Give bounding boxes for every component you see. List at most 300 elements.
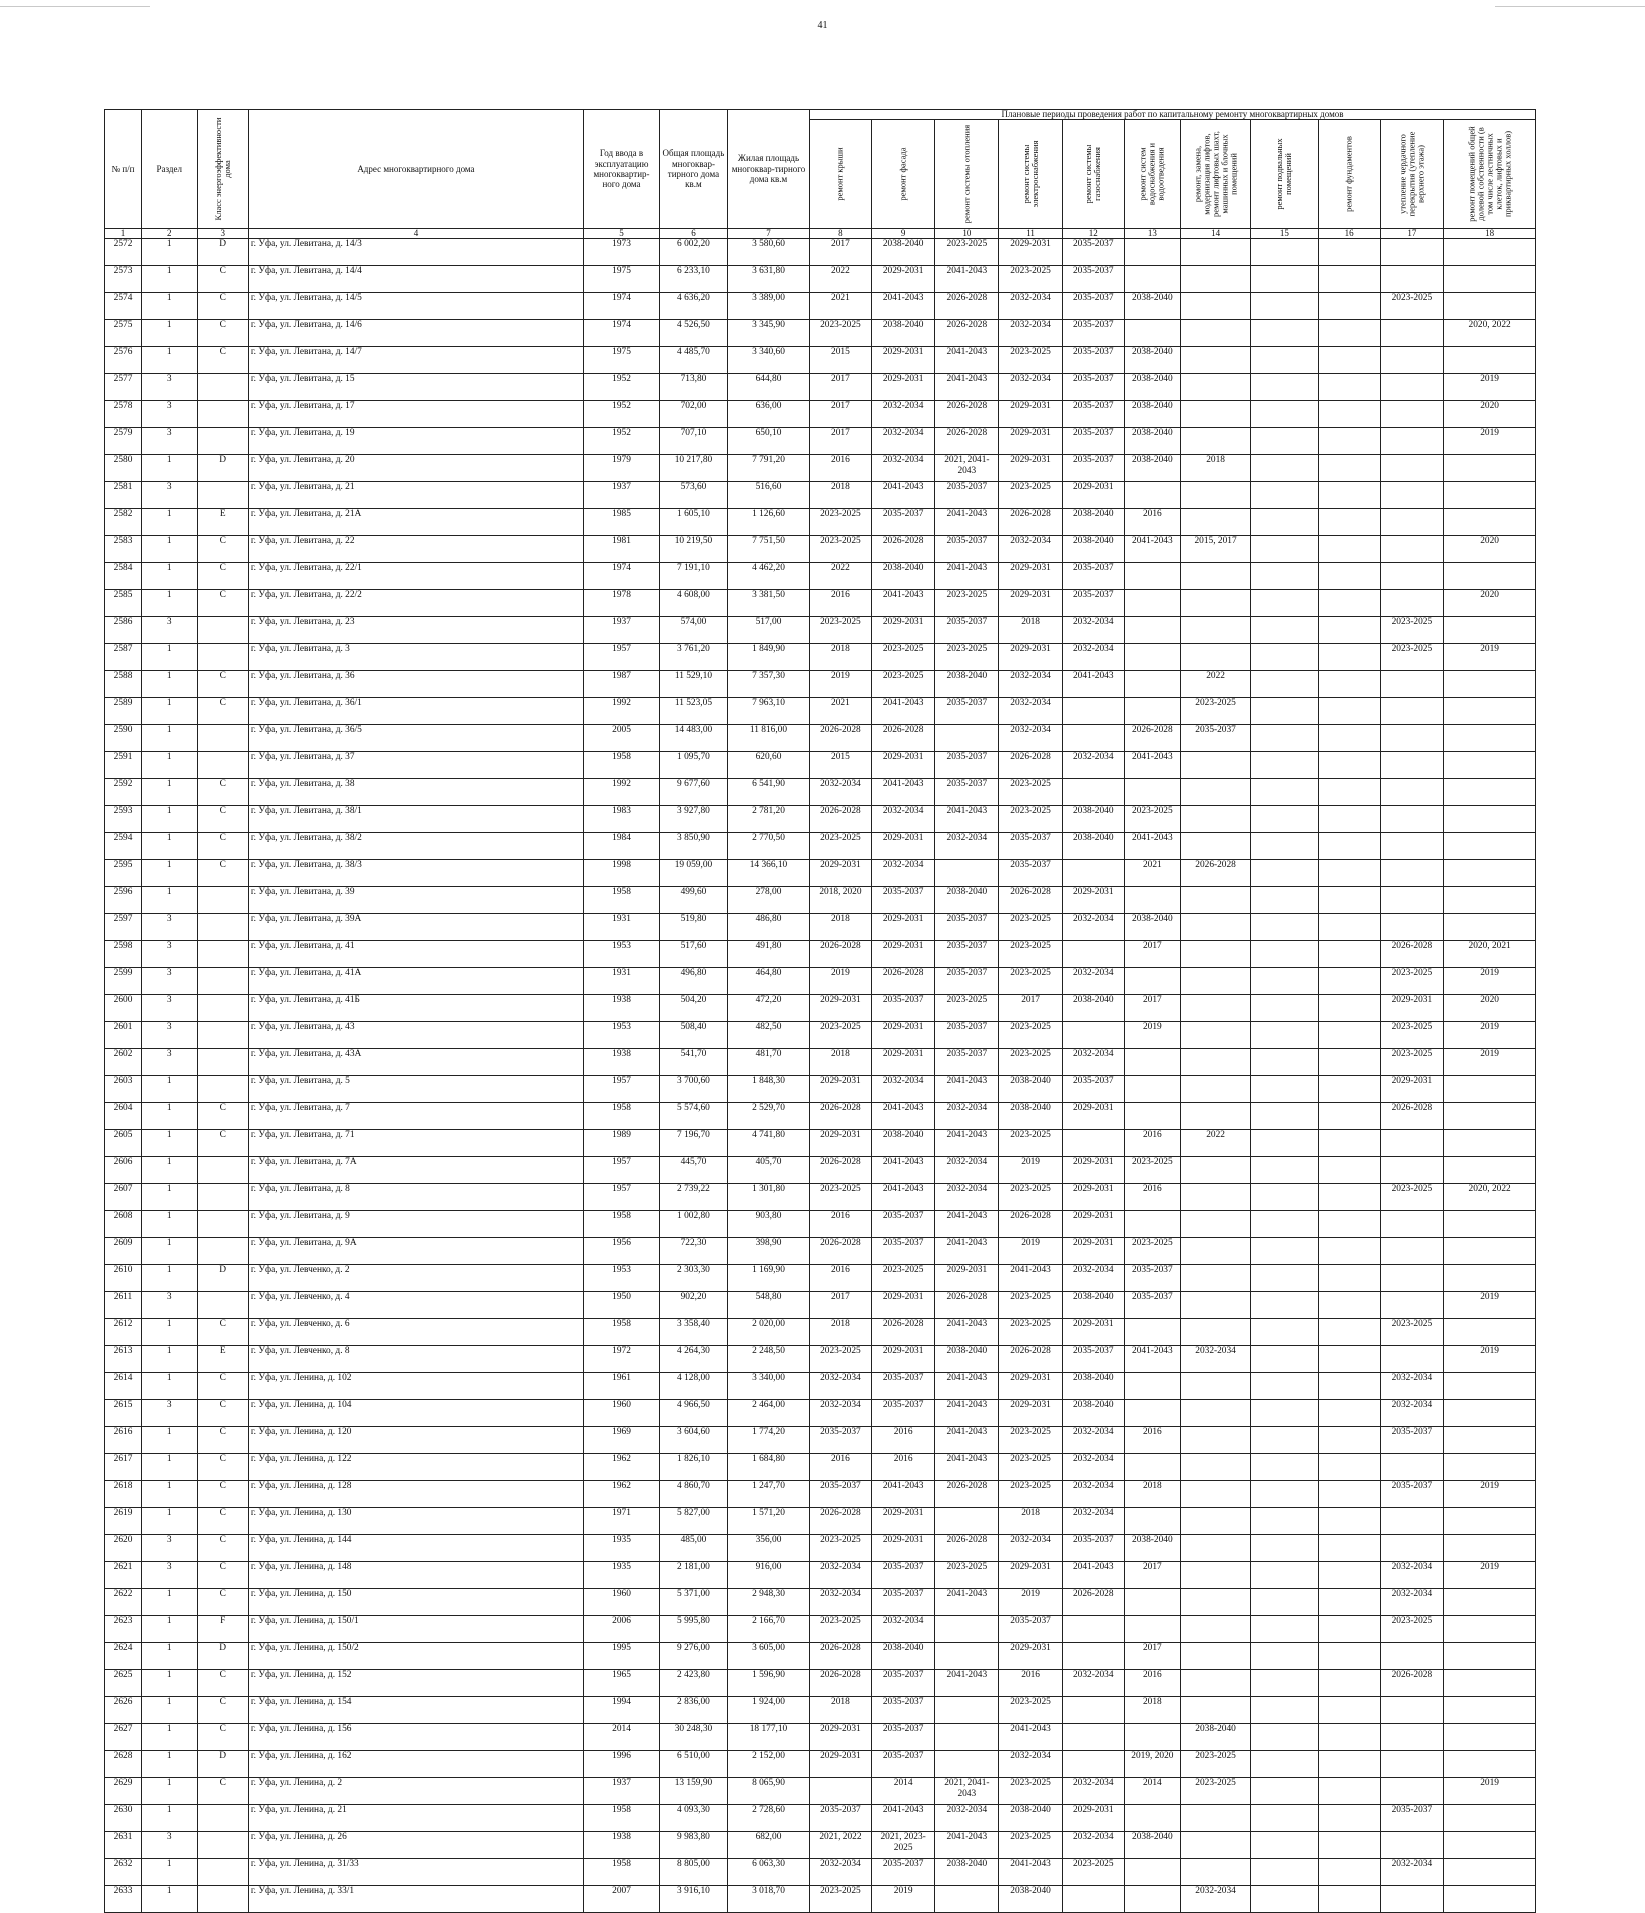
living-area-cell: 2 529,70 [727,1103,809,1130]
roof-period-cell: 2023-2025 [810,1346,872,1373]
electric-period-cell: 2019 [999,1589,1063,1616]
water-period-cell: 2035-2037 [1124,1265,1181,1292]
heating-period-cell: 2023-2025 [935,644,999,671]
water-period-cell [1124,1886,1181,1913]
table-row [105,347,1536,374]
total-area-cell: 4 636,20 [660,293,728,320]
section-cell: 1 [142,779,198,806]
section-cell: 3 [142,941,198,968]
attic-period-cell [1380,1535,1444,1562]
row-number: 2573 [105,266,142,293]
column-number: 16 [1318,229,1380,239]
living-area-cell: 1 169,90 [727,1265,809,1292]
roof-period-cell: 2017 [810,1292,872,1319]
heating-period-cell: 2032-2034 [935,1805,999,1832]
row-number: 2607 [105,1184,142,1211]
year-cell: 1975 [583,266,659,293]
attic-period-cell: 2032-2034 [1380,1589,1444,1616]
heating-period-cell: 2023-2025 [935,1562,999,1589]
facade-period-cell: 2029-2031 [871,374,935,401]
electric-period-cell: 2041-2043 [999,1859,1063,1886]
gas-period-cell: 2035-2037 [1062,428,1124,455]
common-areas-period-cell [1444,1886,1536,1913]
living-area-cell: 682,00 [727,1832,809,1859]
electric-period-cell: 2023-2025 [999,914,1063,941]
foundation-period-cell [1318,1103,1380,1130]
electric-period-cell: 2023-2025 [999,1292,1063,1319]
gas-period-cell [1062,779,1124,806]
address-cell: г. Уфа, ул. Левитана, д. 38/1 [248,806,583,833]
heating-period-cell: 2023-2025 [935,995,999,1022]
water-period-cell: 2038-2040 [1124,1832,1181,1859]
common-areas-period-cell [1444,1751,1536,1778]
energy-class-cell [197,914,248,941]
section-cell: 3 [142,1832,198,1859]
water-period-cell [1124,1805,1181,1832]
row-number: 2612 [105,1319,142,1346]
energy-class-cell: C [197,1427,248,1454]
electric-period-cell: 2018 [999,617,1063,644]
roof-period-cell: 2023-2025 [810,536,872,563]
gas-period-cell: 2029-2031 [1062,887,1124,914]
row-number: 2617 [105,1454,142,1481]
living-area-cell: 2 728,60 [727,1805,809,1832]
heating-period-cell [935,1886,999,1913]
row-number: 2626 [105,1697,142,1724]
elevator-period-cell: 2032-2034 [1181,1886,1251,1913]
total-area-cell: 7 196,70 [660,1130,728,1157]
roof-period-cell: 2026-2028 [810,1103,872,1130]
facade-period-cell: 2029-2031 [871,1022,935,1049]
elevator-period-cell [1181,1103,1251,1130]
header-address: Адрес многоквартирного дома [248,110,583,229]
energy-class-cell [197,1238,248,1265]
header-work-heating: ремонт системы отопления [935,120,999,229]
gas-period-cell: 2041-2043 [1062,1562,1124,1589]
living-area-cell: 472,20 [727,995,809,1022]
roof-period-cell: 2026-2028 [810,941,872,968]
row-number: 2579 [105,428,142,455]
basement-period-cell [1251,509,1319,536]
electric-period-cell: 2038-2040 [999,1103,1063,1130]
table-row [105,266,1536,293]
address-cell: г. Уфа, ул. Левитана, д. 37 [248,752,583,779]
heating-period-cell: 2041-2043 [935,806,999,833]
foundation-period-cell [1318,1400,1380,1427]
table-row [105,779,1536,806]
gas-period-cell: 2032-2034 [1062,752,1124,779]
roof-period-cell: 2035-2037 [810,1427,872,1454]
row-number: 2629 [105,1778,142,1805]
gas-period-cell: 2035-2037 [1062,590,1124,617]
gas-period-cell: 2029-2031 [1062,482,1124,509]
table-row [105,1535,1536,1562]
facade-period-cell: 2029-2031 [871,833,935,860]
address-cell: г. Уфа, ул. Левитана, д. 39 [248,887,583,914]
roof-period-cell: 2017 [810,401,872,428]
row-number: 2613 [105,1346,142,1373]
section-cell: 1 [142,1697,198,1724]
electric-period-cell: 2026-2028 [999,887,1063,914]
row-number: 2576 [105,347,142,374]
year-cell: 1983 [583,806,659,833]
elevator-period-cell: 2032-2034 [1181,1346,1251,1373]
address-cell: г. Уфа, ул. Левитана, д. 5 [248,1076,583,1103]
facade-period-cell: 2041-2043 [871,779,935,806]
gas-period-cell: 2035-2037 [1062,1535,1124,1562]
common-areas-period-cell [1444,779,1536,806]
section-cell: 1 [142,644,198,671]
common-areas-period-cell [1444,617,1536,644]
table-row [105,671,1536,698]
water-period-cell [1124,1049,1181,1076]
address-cell: г. Уфа, ул. Левитана, д. 3 [248,644,583,671]
basement-period-cell [1251,428,1319,455]
elevator-period-cell [1181,1022,1251,1049]
attic-period-cell: 2029-2031 [1380,995,1444,1022]
energy-class-cell: C [197,1778,248,1805]
water-period-cell: 2017 [1124,1562,1181,1589]
elevator-period-cell [1181,1265,1251,1292]
total-area-cell: 4 526,50 [660,320,728,347]
roof-period-cell: 2026-2028 [810,1157,872,1184]
total-area-cell: 496,80 [660,968,728,995]
total-area-cell: 3 604,60 [660,1427,728,1454]
attic-period-cell [1380,1238,1444,1265]
heating-period-cell: 2035-2037 [935,698,999,725]
elevator-period-cell [1181,1697,1251,1724]
basement-period-cell [1251,1265,1319,1292]
table-row [105,1724,1536,1751]
electric-period-cell: 2035-2037 [999,833,1063,860]
section-cell: 1 [142,1427,198,1454]
basement-period-cell [1251,1130,1319,1157]
address-cell: г. Уфа, ул. Ленина, д. 128 [248,1481,583,1508]
elevator-period-cell [1181,1373,1251,1400]
electric-period-cell: 2035-2037 [999,1616,1063,1643]
heating-period-cell [935,725,999,752]
section-cell: 1 [142,1184,198,1211]
facade-period-cell: 2041-2043 [871,1103,935,1130]
electric-period-cell: 2032-2034 [999,698,1063,725]
energy-class-cell: C [197,833,248,860]
table-row [105,1481,1536,1508]
foundation-period-cell [1318,1481,1380,1508]
year-cell: 1985 [583,509,659,536]
row-number: 2598 [105,941,142,968]
common-areas-period-cell [1444,671,1536,698]
attic-period-cell: 2026-2028 [1380,941,1444,968]
section-cell: 1 [142,1319,198,1346]
foundation-period-cell [1318,887,1380,914]
elevator-period-cell [1181,347,1251,374]
roof-period-cell: 2021 [810,293,872,320]
year-cell: 1960 [583,1589,659,1616]
basement-period-cell [1251,1805,1319,1832]
column-number: 17 [1380,229,1444,239]
living-area-cell: 6 541,90 [727,779,809,806]
column-number: 15 [1251,229,1319,239]
basement-period-cell [1251,590,1319,617]
facade-period-cell: 2041-2043 [871,590,935,617]
total-area-cell: 10 219,50 [660,536,728,563]
living-area-cell: 356,00 [727,1535,809,1562]
facade-period-cell: 2041-2043 [871,293,935,320]
foundation-period-cell [1318,1589,1380,1616]
total-area-cell: 445,70 [660,1157,728,1184]
total-area-cell: 2 181,00 [660,1562,728,1589]
facade-period-cell: 2035-2037 [871,1751,935,1778]
total-area-cell: 9 276,00 [660,1643,728,1670]
electric-period-cell: 2023-2025 [999,482,1063,509]
water-period-cell [1124,590,1181,617]
roof-period-cell: 2029-2031 [810,860,872,887]
common-areas-period-cell [1444,1832,1536,1859]
address-cell: г. Уфа, ул. Ленина, д. 144 [248,1535,583,1562]
gas-period-cell [1062,1886,1124,1913]
gas-period-cell: 2035-2037 [1062,374,1124,401]
energy-class-cell: C [197,563,248,590]
column-number: 13 [1124,229,1181,239]
header-work-roof: ремонт крыши [810,120,872,229]
electric-period-cell: 2029-2031 [999,1643,1063,1670]
living-area-cell: 482,50 [727,1022,809,1049]
row-number: 2622 [105,1589,142,1616]
row-number: 2605 [105,1130,142,1157]
electric-period-cell: 2026-2028 [999,1346,1063,1373]
water-period-cell [1124,1103,1181,1130]
gas-period-cell: 2032-2034 [1062,968,1124,995]
year-cell: 1952 [583,374,659,401]
foundation-period-cell [1318,1076,1380,1103]
elevator-period-cell [1181,1400,1251,1427]
common-areas-period-cell: 2020 [1444,401,1536,428]
electric-period-cell: 2023-2025 [999,1427,1063,1454]
year-cell: 1978 [583,590,659,617]
row-number: 2600 [105,995,142,1022]
row-number: 2614 [105,1373,142,1400]
attic-period-cell: 2032-2034 [1380,1373,1444,1400]
common-areas-period-cell [1444,725,1536,752]
section-cell: 1 [142,1211,198,1238]
energy-class-cell: C [197,347,248,374]
total-area-cell: 11 523,05 [660,698,728,725]
roof-period-cell: 2016 [810,1211,872,1238]
living-area-cell: 620,60 [727,752,809,779]
total-area-cell: 6 510,00 [660,1751,728,1778]
address-cell: г. Уфа, ул. Левченко, д. 2 [248,1265,583,1292]
section-cell: 1 [142,320,198,347]
electric-period-cell: 2029-2031 [999,1562,1063,1589]
heating-period-cell: 2035-2037 [935,482,999,509]
header-work-water: ремонт систем водоснабжения и водоотведения [1124,120,1181,229]
heating-period-cell: 2041-2043 [935,1319,999,1346]
living-area-cell: 1 848,30 [727,1076,809,1103]
table-row [105,914,1536,941]
living-area-cell: 1 924,00 [727,1697,809,1724]
electric-period-cell: 2032-2034 [999,671,1063,698]
electric-period-cell: 2041-2043 [999,1265,1063,1292]
heating-period-cell: 2026-2028 [935,1292,999,1319]
elevator-period-cell [1181,1562,1251,1589]
year-cell: 1965 [583,1670,659,1697]
roof-period-cell: 2016 [810,455,872,482]
attic-period-cell: 2029-2031 [1380,1076,1444,1103]
row-number: 2574 [105,293,142,320]
roof-period-cell: 2035-2037 [810,1481,872,1508]
heating-period-cell: 2035-2037 [935,968,999,995]
common-areas-period-cell [1444,1508,1536,1535]
total-area-cell: 508,40 [660,1022,728,1049]
address-cell: г. Уфа, ул. Левитана, д. 41 [248,941,583,968]
common-areas-period-cell [1444,1805,1536,1832]
common-areas-period-cell [1444,1103,1536,1130]
basement-period-cell [1251,1292,1319,1319]
foundation-period-cell [1318,833,1380,860]
energy-class-cell [197,941,248,968]
foundation-period-cell [1318,1454,1380,1481]
gas-period-cell [1062,941,1124,968]
attic-period-cell [1380,725,1444,752]
electric-period-cell: 2035-2037 [999,860,1063,887]
attic-period-cell: 2032-2034 [1380,1400,1444,1427]
attic-period-cell [1380,1724,1444,1751]
gas-period-cell: 2029-2031 [1062,1211,1124,1238]
year-cell: 1950 [583,1292,659,1319]
address-cell: г. Уфа, ул. Левитана, д. 15 [248,374,583,401]
electric-period-cell: 2029-2031 [999,644,1063,671]
water-period-cell [1124,1589,1181,1616]
foundation-period-cell [1318,941,1380,968]
common-areas-period-cell [1444,914,1536,941]
total-area-cell: 1 826,10 [660,1454,728,1481]
energy-class-cell: C [197,698,248,725]
common-areas-period-cell: 2019 [1444,644,1536,671]
common-areas-period-cell [1444,1535,1536,1562]
living-area-cell: 516,60 [727,482,809,509]
total-area-cell: 6 233,10 [660,266,728,293]
common-areas-period-cell [1444,1211,1536,1238]
table-row [105,833,1536,860]
energy-class-cell: C [197,1454,248,1481]
row-number: 2575 [105,320,142,347]
total-area-cell: 2 739,22 [660,1184,728,1211]
electric-period-cell: 2019 [999,1238,1063,1265]
facade-period-cell: 2041-2043 [871,1157,935,1184]
address-cell: г. Уфа, ул. Левитана, д. 8 [248,1184,583,1211]
header-work-gas: ремонт системы газоснабжения [1062,120,1124,229]
table-row [105,293,1536,320]
table-row [105,1508,1536,1535]
attic-period-cell [1380,1751,1444,1778]
address-cell: г. Уфа, ул. Ленина, д. 152 [248,1670,583,1697]
heating-period-cell: 2026-2028 [935,1481,999,1508]
attic-period-cell [1380,671,1444,698]
address-cell: г. Уфа, ул. Ленина, д. 21 [248,1805,583,1832]
foundation-period-cell [1318,1859,1380,1886]
address-cell: г. Уфа, ул. Левченко, д. 8 [248,1346,583,1373]
roof-period-cell: 2026-2028 [810,1643,872,1670]
foundation-period-cell [1318,293,1380,320]
elevator-period-cell [1181,1427,1251,1454]
energy-class-cell: C [197,1670,248,1697]
facade-period-cell: 2029-2031 [871,617,935,644]
living-area-cell: 1 596,90 [727,1670,809,1697]
row-number: 2615 [105,1400,142,1427]
section-cell: 1 [142,833,198,860]
heating-period-cell: 2038-2040 [935,671,999,698]
table-row [105,1562,1536,1589]
water-period-cell: 2038-2040 [1124,401,1181,428]
water-period-cell [1124,968,1181,995]
elevator-period-cell [1181,1832,1251,1859]
total-area-cell: 504,20 [660,995,728,1022]
year-cell: 1953 [583,1265,659,1292]
address-cell: г. Уфа, ул. Левитана, д. 20 [248,455,583,482]
energy-class-cell [197,1184,248,1211]
gas-period-cell: 2029-2031 [1062,1805,1124,1832]
roof-period-cell: 2029-2031 [810,995,872,1022]
row-number: 2625 [105,1670,142,1697]
section-cell: 1 [142,1076,198,1103]
common-areas-period-cell [1444,1130,1536,1157]
water-period-cell [1124,1508,1181,1535]
table-row [105,1103,1536,1130]
foundation-period-cell [1318,347,1380,374]
section-cell: 1 [142,752,198,779]
total-area-cell: 517,60 [660,941,728,968]
elevator-period-cell [1181,779,1251,806]
facade-period-cell: 2038-2040 [871,239,935,266]
electric-period-cell: 2023-2025 [999,806,1063,833]
basement-period-cell [1251,914,1319,941]
living-area-cell: 6 063,30 [727,1859,809,1886]
electric-period-cell: 2017 [999,995,1063,1022]
address-cell: г. Уфа, ул. Левитана, д. 38 [248,779,583,806]
row-number: 2596 [105,887,142,914]
year-cell: 1958 [583,887,659,914]
elevator-period-cell [1181,1589,1251,1616]
water-period-cell: 2023-2025 [1124,806,1181,833]
total-area-cell: 4 485,70 [660,347,728,374]
section-cell: 3 [142,1292,198,1319]
capital-repair-register-table [104,109,1536,1913]
attic-period-cell [1380,320,1444,347]
roof-period-cell: 2029-2031 [810,1724,872,1751]
electric-period-cell: 2041-2043 [999,1724,1063,1751]
row-number: 2587 [105,644,142,671]
year-cell: 1956 [583,1238,659,1265]
table-row [105,1751,1536,1778]
facade-period-cell: 2035-2037 [871,1238,935,1265]
row-number: 2589 [105,698,142,725]
row-number: 2580 [105,455,142,482]
foundation-period-cell [1318,509,1380,536]
gas-period-cell: 2035-2037 [1062,347,1124,374]
facade-period-cell: 2035-2037 [871,1724,935,1751]
common-areas-period-cell [1444,239,1536,266]
common-areas-period-cell [1444,482,1536,509]
total-area-cell: 4 128,00 [660,1373,728,1400]
elevator-period-cell: 2015, 2017 [1181,536,1251,563]
foundation-period-cell [1318,1724,1380,1751]
elevator-period-cell [1181,266,1251,293]
water-period-cell [1124,698,1181,725]
table-row [105,374,1536,401]
energy-class-cell [197,1049,248,1076]
address-cell: г. Уфа, ул. Ленина, д. 122 [248,1454,583,1481]
attic-period-cell [1380,1508,1444,1535]
